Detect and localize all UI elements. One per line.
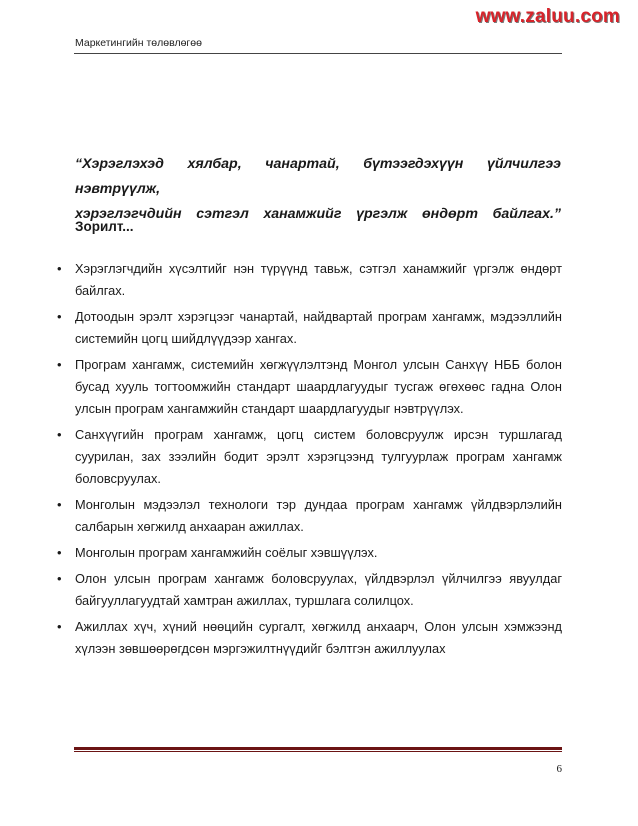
bullet-icon: • <box>57 309 62 324</box>
list-item <box>56 306 562 350</box>
header-divider <box>74 53 562 54</box>
list-item-text: Програм хангамж, системийн хөгжүүлэлтэнд Монгол улсын Санхүү НББ болон бусад хууль тогтоомжийн стандарт шаардлагуудыг тусгаж өгөхөөс гадна Олон улсын програм хангамжийн стандарт шаардлагуудыг нэвтрүүлэх. <box>75 357 562 416</box>
list-item-text: Санхүүгийн програм хангамж, цогц систем боловсруулж ирсэн туршлагад суурилан, зах зээлийн бодит эрэлт хэрэгцээнд тулгуурлаж програм хангамж боловсруулах. <box>75 427 562 486</box>
list-item <box>56 258 562 302</box>
bullet-icon: • <box>57 261 62 276</box>
bullet-icon: • <box>57 427 62 442</box>
list-item-text: Монголын мэдээлэл технологи тэр дундаа програм хангамж үйлдвэрлэлийн салбарын хөгжилд анхааран ажиллах. <box>75 497 562 534</box>
goals-list <box>56 258 562 664</box>
motto-quote <box>75 152 561 227</box>
list-item-text: Хэрэглэгчдийн хүсэлтийг нэн түрүүнд тавьж, сэтгэл ханамжийг үргэлж өндөрт байлгах. <box>75 261 562 298</box>
section-heading: Зорилт... <box>75 219 134 234</box>
bullet-icon: • <box>57 545 62 560</box>
motto-line-2: хэрэглэгчдийн сэтгэл ханамжийг үргэлж өндөрт байлгах.” <box>75 206 561 222</box>
site-watermark: www.zaluu.com <box>475 6 620 27</box>
footer-divider-thick <box>74 747 562 750</box>
list-item <box>56 354 562 420</box>
list-item <box>56 424 562 490</box>
list-item-text: Олон улсын програм хангамж боловсруулах, үйлдвэрлэл үйлчилгээ явуулдаг байгууллагуудтай хамтран ажиллах, туршлага солилцох. <box>75 571 562 608</box>
list-item <box>56 494 562 538</box>
list-item-text: Монголын програм хангамжийн соёлыг хэвшүүлэх. <box>75 545 378 560</box>
bullet-icon: • <box>57 619 62 634</box>
page-number: 6 <box>556 763 562 775</box>
bullet-icon: • <box>57 571 62 586</box>
list-item <box>56 568 562 612</box>
motto-line-1: “Хэрэглэхэд хялбар, чанартай, бүтээгдэхүүн үйлчилгээ нэвтрүүлж, <box>75 156 561 197</box>
list-item <box>56 542 562 564</box>
bullet-icon: • <box>57 357 62 372</box>
running-header: Маркетингийн төлөвлөгөө <box>75 37 202 49</box>
list-item <box>56 616 562 660</box>
list-item-text: Дотоодын эрэлт хэрэгцээг чанартай, найдвартай програм хангамж, мэдээллийн системийн цогц шийдлүүдээр хангах. <box>75 309 562 346</box>
footer-divider-thin <box>74 751 562 752</box>
list-item-text: Ажиллах хүч, хүний нөөцийн сургалт, хөгжилд анхаарч, Олон улсын хэмжээнд хүлээн зөвшөөрөгдсөн мэргэжилтнүүдийг бэлтгэн ажиллуулах <box>75 619 562 656</box>
bullet-icon: • <box>57 497 62 512</box>
